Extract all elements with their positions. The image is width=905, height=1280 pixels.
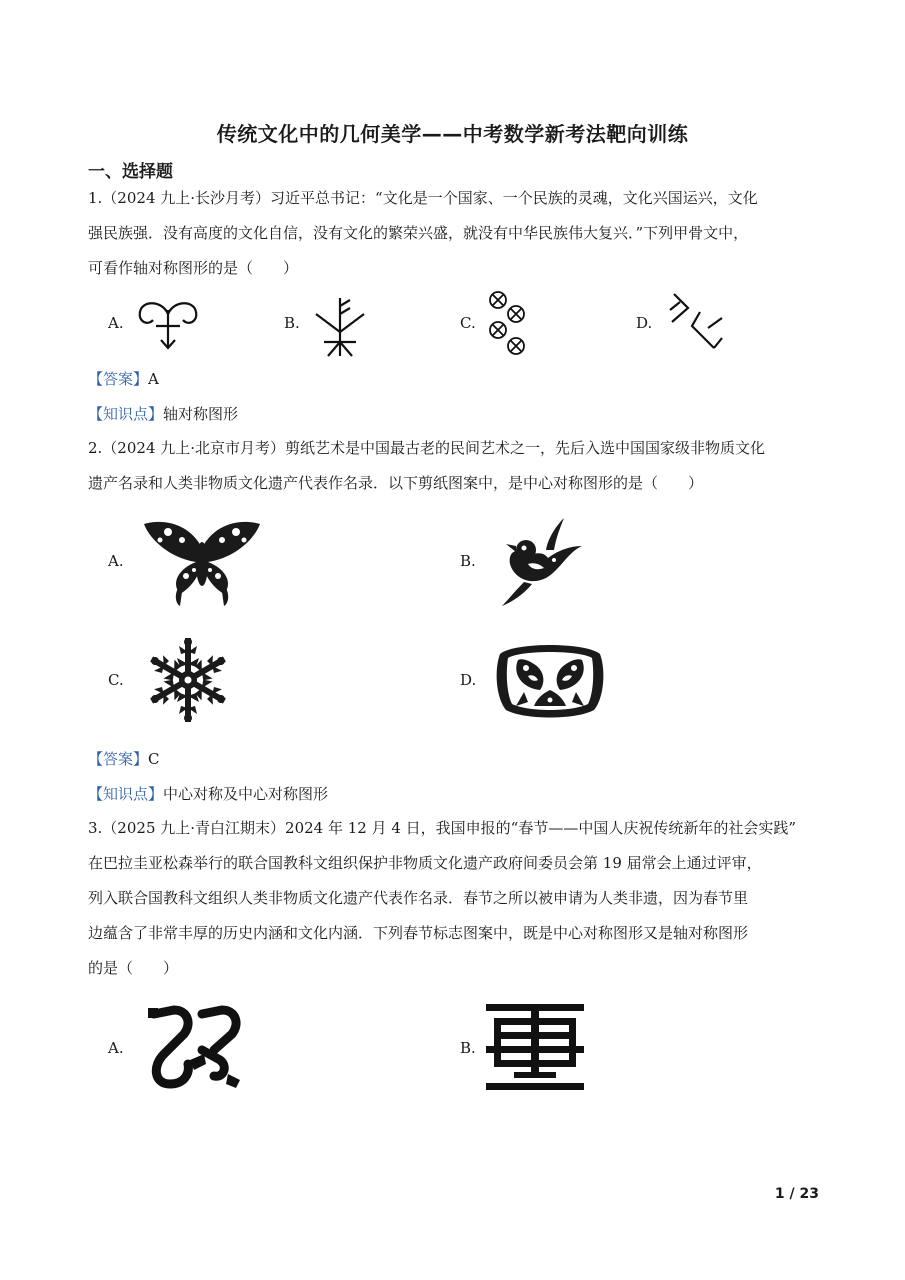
q2-option-b-label: B. (460, 552, 476, 570)
oracle-glyph-a (136, 296, 200, 354)
q2-option-a-label: A. (108, 552, 124, 570)
answer-label: 【答案】 (88, 750, 149, 768)
spring-festival-logo-a (144, 1004, 244, 1092)
q2-option-d-label: D. (460, 671, 477, 689)
q1-answer (88, 368, 159, 389)
question-3-line: 边蕴含了非常丰厚的历史内涵和文化内涵．下列春节标志图案中，既是中心对称图形又是轴对称图形 (88, 924, 749, 942)
knowledge-value: 轴对称图形 (163, 405, 239, 423)
question-1-line: 可看作轴对称图形的是（ ） (88, 259, 299, 277)
q1-option-c-label: C. (460, 314, 476, 332)
q2-option-c-label: C. (108, 671, 124, 689)
q1-option-b-label: B. (284, 314, 300, 332)
knowledge-value: 中心对称及中心对称图形 (163, 785, 329, 803)
q1-knowledge-point (88, 403, 238, 424)
q3-option-a-label: A. (108, 1039, 124, 1057)
section-heading: 一、选择题 (88, 162, 173, 182)
question-2-text (88, 431, 823, 501)
q2-answer (88, 748, 160, 769)
question-2-line: 遗产名录和人类非物质文化遗产代表作名录．以下剪纸图案中，是中心对称图形的是（ ） (88, 474, 704, 492)
q3-option-b-label: B. (460, 1039, 476, 1057)
page-number: 1 / 23 (774, 1186, 819, 1202)
spring-festival-logo-b (486, 1004, 584, 1090)
question-3-line: 在巴拉圭亚松森举行的联合国教科文组织保护非物质文化遗产政府间委员会第 19 届常会上通过评审， (88, 854, 762, 872)
q2-knowledge-point (88, 783, 328, 804)
answer-value: C (148, 750, 160, 768)
question-1-line: 强民族强．没有高度的文化自信，没有文化的繁荣兴盛，就没有中华民族伟大复兴．”下列甲骨文中， (88, 224, 749, 242)
knowledge-label: 【知识点】 (88, 405, 164, 423)
answer-label: 【答案】 (88, 370, 149, 388)
papercut-swallows (498, 516, 584, 608)
papercut-butterfly (140, 518, 264, 608)
question-3-line: 3.（2025 九上·青白江期末）2024 年 12 月 4 日，我国申报的“春节——中国人庆祝传统新年的社会实践” (88, 819, 797, 837)
q1-option-d-label: D. (636, 314, 653, 332)
papercut-fish (494, 640, 606, 718)
oracle-glyph-b (310, 296, 370, 358)
question-2-line: 2.（2024 九上·北京市月考）剪纸艺术是中国最古老的民间艺术之一，先后入选中国国家级非物质文化 (88, 439, 766, 457)
page-title: 传统文化中的几何美学——中考数学新考法靶向训练 (216, 122, 689, 146)
question-1-text (88, 181, 823, 286)
oracle-glyph-d (664, 290, 726, 356)
question-3-text (88, 811, 823, 986)
q1-option-a-label: A. (108, 314, 124, 332)
question-3-line: 列入联合国教科文组织人类非物质文化遗产代表作名录．春节之所以被申请为人类非遗，因为春节里 (88, 889, 749, 907)
oracle-glyph-c (484, 290, 530, 358)
question-1-line: 1.（2024 九上·长沙月考）习近平总书记：“文化是一个国家、一个民族的灵魂，文化兴国运兴，文化 (88, 189, 758, 207)
answer-value: A (148, 370, 159, 388)
knowledge-label: 【知识点】 (88, 785, 164, 803)
question-3-line: 的是（ ） (88, 959, 179, 977)
papercut-snowflake (138, 636, 238, 724)
